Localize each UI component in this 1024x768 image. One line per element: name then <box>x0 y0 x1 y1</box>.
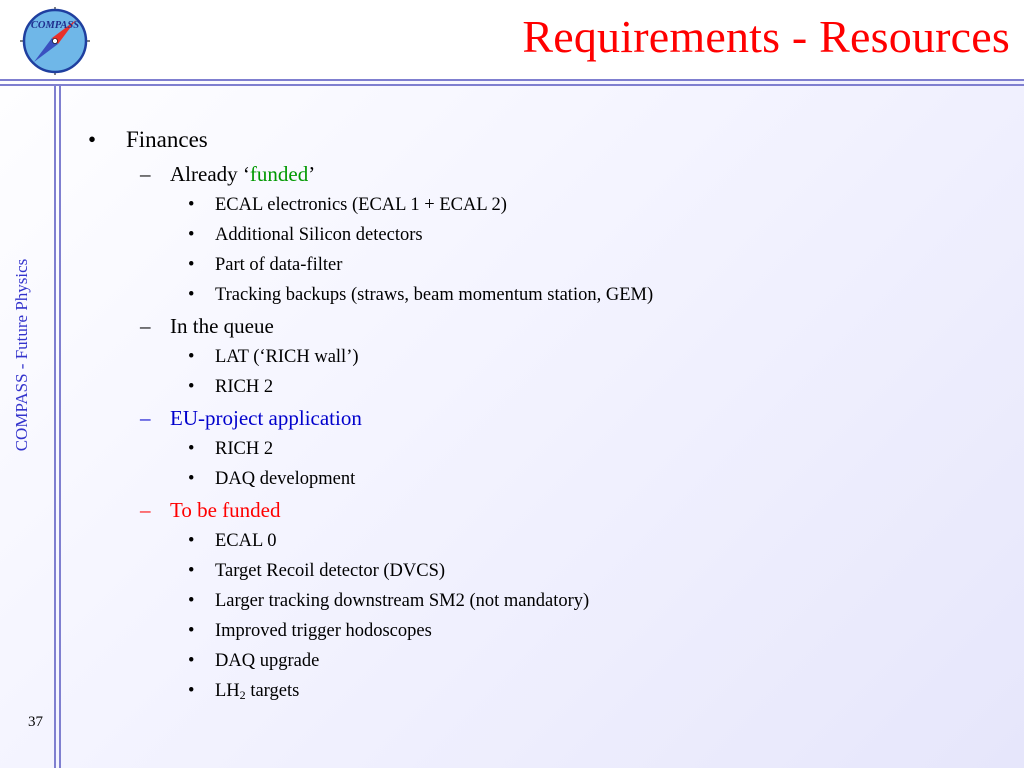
list-item-text: RICH 2 <box>215 377 274 397</box>
list-item-text: Larger tracking downstream SM2 (not mandatory) <box>215 591 590 611</box>
lh2-rest: targets <box>245 681 300 701</box>
list-item <box>84 220 1004 250</box>
dash-marker: – <box>140 498 151 522</box>
slide-title: Requirements - Resources <box>522 11 1010 62</box>
bullet-marker: • <box>188 591 195 611</box>
list-item <box>84 250 1004 280</box>
list-item-lh2-targets <box>84 676 1004 706</box>
sidebar-divider-outer <box>54 84 56 768</box>
funded-word: funded <box>249 162 309 186</box>
dash-marker: – <box>140 406 151 430</box>
list-item-text: Improved trigger hodoscopes <box>215 621 432 641</box>
bullet-marker: • <box>188 377 195 397</box>
sub-bullet-text: In the queue <box>170 314 274 338</box>
dash-marker: – <box>140 314 151 338</box>
sub-bullet-text: EU-project application <box>170 406 362 430</box>
bullet-marker: • <box>188 439 195 459</box>
list-item <box>84 464 1004 494</box>
bullet-marker: • <box>188 195 195 215</box>
list-item-text: Part of data-filter <box>215 255 343 275</box>
bullet-marker: • <box>188 651 195 671</box>
list-item <box>84 342 1004 372</box>
bullet-marker: • <box>188 561 195 581</box>
list-item-text: DAQ development <box>215 469 356 489</box>
bullet-finances <box>84 122 1004 158</box>
list-item <box>84 646 1004 676</box>
bullet-marker: • <box>188 255 195 275</box>
bullet-marker: • <box>188 347 195 367</box>
list-item <box>84 190 1004 220</box>
list-item-text: Tracking backups (straws, beam momentum station, GEM) <box>215 285 654 305</box>
compass-logo <box>18 6 92 76</box>
list-item-text: RICH 2 <box>215 439 274 459</box>
sub-bullet-to-be-funded <box>84 494 1004 526</box>
sub-bullet-text: To be funded <box>170 498 281 522</box>
list-item <box>84 616 1004 646</box>
list-item <box>84 586 1004 616</box>
bullet-marker: • <box>188 621 195 641</box>
list-item-text: LAT (‘RICH wall’) <box>215 347 359 367</box>
sidebar-label: COMPASS - Future Physics <box>12 258 31 452</box>
list-item <box>84 372 1004 402</box>
lh2-subscript: 2 <box>239 688 246 702</box>
list-item <box>84 280 1004 310</box>
page-number: 37 <box>28 714 43 730</box>
bullet-marker: • <box>188 681 195 701</box>
sub-bullet-already-funded <box>84 158 1004 190</box>
header-divider-top <box>0 79 1024 81</box>
already-suffix: ’ <box>308 162 316 186</box>
slide-content <box>84 122 1004 706</box>
bullet-text: Finances <box>126 127 208 152</box>
lh2-base: LH <box>215 681 240 701</box>
list-item-text: Target Recoil detector (DVCS) <box>215 561 446 581</box>
list-item <box>84 526 1004 556</box>
bullet-marker: • <box>188 285 195 305</box>
bullet-marker: • <box>88 127 97 152</box>
logo-text: COMPASS <box>30 20 80 31</box>
list-item-text: DAQ upgrade <box>215 651 320 671</box>
dash-marker: – <box>140 162 151 186</box>
header-divider-bottom <box>0 84 1024 86</box>
sidebar-divider-inner <box>59 84 61 768</box>
list-item <box>84 434 1004 464</box>
bullet-marker: • <box>188 469 195 489</box>
sub-bullet-in-queue <box>84 310 1004 342</box>
list-item <box>84 556 1004 586</box>
already-prefix: Already ‘ <box>170 162 250 186</box>
list-item-text: Additional Silicon detectors <box>215 225 423 245</box>
list-item-text: ECAL 0 <box>215 531 277 551</box>
list-item-text: ECAL electronics (ECAL 1 + ECAL 2) <box>215 195 507 215</box>
bullet-marker: • <box>188 531 195 551</box>
bullet-marker: • <box>188 225 195 245</box>
slide-header <box>0 0 1024 80</box>
sub-bullet-eu-project <box>84 402 1004 434</box>
